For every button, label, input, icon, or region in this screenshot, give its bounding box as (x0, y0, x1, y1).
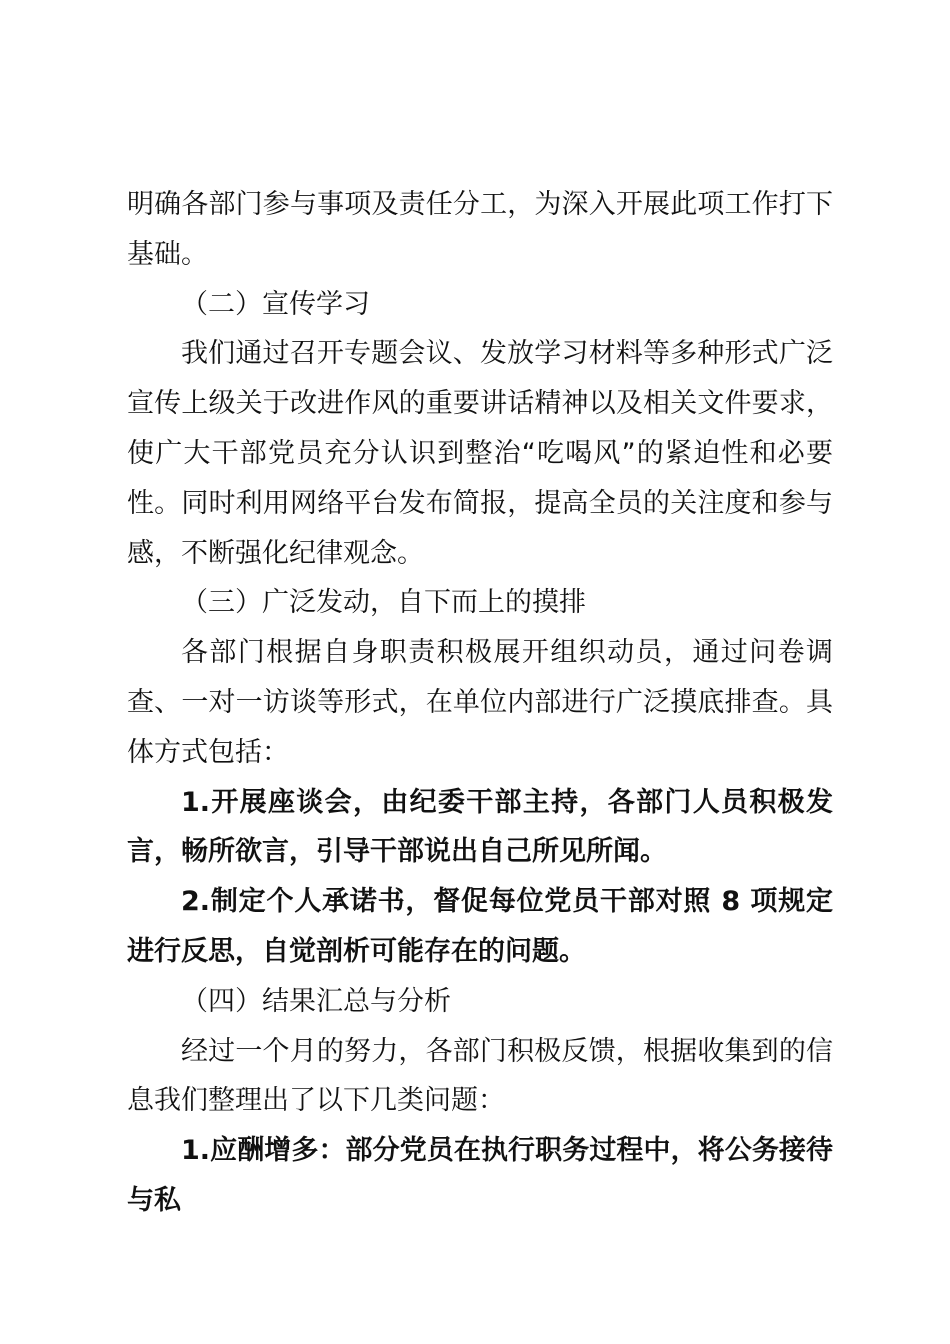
list-item-2: 2.制定个人承诺书，督促每位党员干部对照 8 项规定进行反思，自觉剖析可能存在的问题。 (127, 886, 833, 967)
section-heading-2: （二）宣传学习 (181, 288, 370, 320)
paragraph-publicity: 我们通过召开专题会议、发放学习材料等多种形式广泛宣传上级关于改进作风的重要讲话精神以及相关文件要求，使广大干部党员充分认识到整治“吃喝风”的紧迫性和必要性。同时利用网络平台发布简报，提高全员的关注度和参与感，不断强化纪律观念。 (127, 338, 833, 569)
section-heading-4: （四）结果汇总与分析 (181, 985, 451, 1017)
paragraph-summary: 经过一个月的努力，各部门积极反馈，根据收集到的信息我们整理出了以下几类问题： (127, 1035, 833, 1117)
paragraph-mobilization: 各部门根据自身职责积极展开组织动员，通过问卷调查、一对一访谈等形式，在单位内部进行广泛摸底排查。具体方式包括： (127, 637, 833, 768)
paragraph-continuation: 明确各部门参与事项及责任分工，为深入开展此项工作打下基础。 (127, 189, 833, 270)
list-item-1: 1.开展座谈会，由纪委干部主持，各部门人员积极发言，畅所欲言，引导干部说出自己所见所闻。 (127, 786, 833, 868)
document-body (127, 180, 833, 1226)
section-heading-3: （三）广泛发动，自下而上的摸排 (181, 587, 586, 619)
problem-item-1: 1.应酬增多：部分党员在执行职务过程中，将公务接待与私 (127, 1135, 833, 1216)
